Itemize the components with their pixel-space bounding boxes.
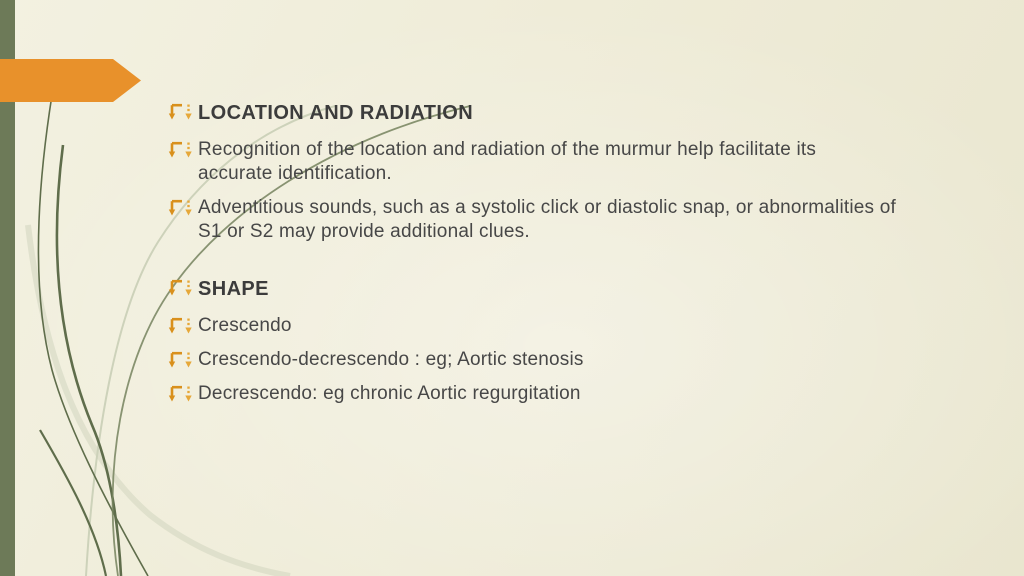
down-arrows-bullet-icon — [168, 316, 194, 336]
bullet-text-line: Decrescendo: eg chronic Aortic regurgitation — [198, 383, 581, 404]
bullet-text — [198, 382, 581, 406]
dark-grass-blade-middle — [57, 145, 121, 576]
bullet-text-line: Crescendo-decrescendo : eg; Aortic stenosis — [198, 349, 584, 370]
bullet-text-line: Adventitious sounds, such as a systolic click or diastolic snap, or abnormalities of — [198, 197, 896, 218]
dark-grass-blade-left — [38, 95, 148, 576]
arrow-shape — [0, 59, 141, 102]
list-item — [168, 382, 998, 406]
heading-row — [168, 100, 998, 126]
list-item — [168, 138, 998, 186]
bullet-text-line: accurate identification. — [198, 163, 392, 184]
bullet-text-line: Crescendo — [198, 315, 292, 336]
down-arrows-bullet-icon — [168, 384, 194, 404]
bullet-text-line: Recognition of the location and radiation of the murmur help facilitate its — [198, 139, 817, 160]
orange-arrow-banner — [0, 59, 142, 102]
bullet-text — [198, 348, 584, 372]
down-arrows-bullet-icon — [168, 278, 194, 298]
list-item — [168, 314, 998, 338]
bullet-text — [198, 196, 896, 244]
bullet-text-line: S1 or S2 may provide additional clues. — [198, 221, 530, 242]
section-heading: SHAPE — [198, 278, 269, 300]
list-item — [168, 196, 998, 244]
bullet-text — [198, 138, 816, 186]
list-item — [168, 348, 998, 372]
slide-content — [168, 100, 998, 416]
down-arrows-bullet-icon — [168, 140, 194, 160]
dark-grass-blade-lower — [40, 430, 106, 576]
section-shape — [168, 276, 998, 406]
down-arrows-bullet-icon — [168, 350, 194, 370]
down-arrows-bullet-icon — [168, 102, 194, 122]
section-location-and-radiation — [168, 100, 998, 244]
section-heading: LOCATION AND RADIATION — [198, 102, 474, 124]
down-arrows-bullet-icon — [168, 198, 194, 218]
bullet-text — [198, 314, 292, 338]
heading-row — [168, 276, 998, 302]
